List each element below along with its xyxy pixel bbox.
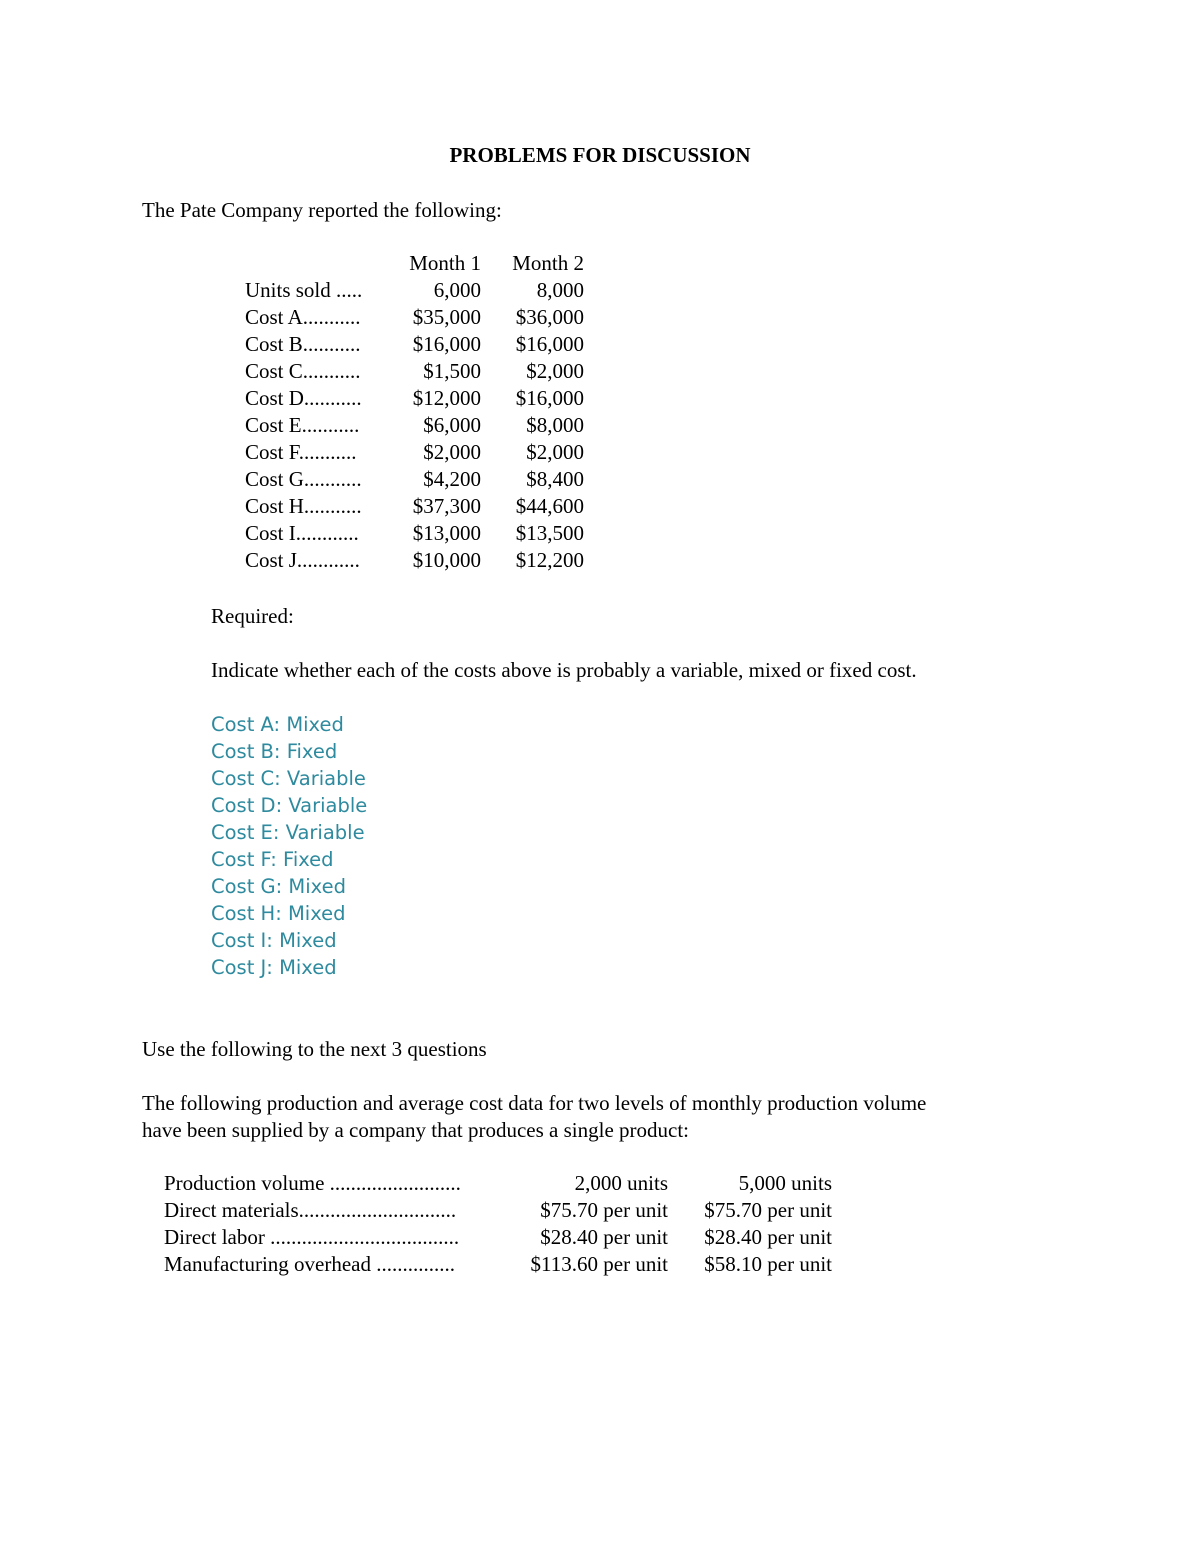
list-item: Cost I: Mixed	[211, 929, 337, 952]
row-label: Cost C...........	[245, 359, 361, 383]
volume-5000-value: $58.10 per unit	[704, 1252, 832, 1276]
list-item: Cost C: Variable	[211, 767, 366, 790]
table-row	[245, 304, 584, 331]
page-title: PROBLEMS FOR DISCUSSION	[449, 143, 751, 167]
volume-5000-value: 5,000 units	[738, 1171, 832, 1195]
row-label: Cost D...........	[245, 386, 362, 410]
table-row	[245, 358, 584, 385]
month-2-value: $2,000	[526, 359, 584, 383]
row-label: Production volume .........................	[164, 1171, 461, 1195]
row-label: Cost E...........	[245, 413, 360, 437]
month-2-value: 8,000	[536, 278, 584, 302]
month-1-value: 6,000	[433, 278, 481, 302]
table-row	[245, 547, 584, 574]
production-table	[164, 1170, 832, 1278]
table-row	[245, 520, 584, 547]
volume-2000-value: $113.60 per unit	[530, 1252, 668, 1276]
volume-5000-value: $75.70 per unit	[704, 1198, 832, 1222]
table-row	[245, 466, 584, 493]
header-blank	[245, 250, 388, 277]
row-label: Cost G...........	[245, 467, 362, 491]
use-following-text: Use the following to the next 3 questions	[142, 1037, 487, 1061]
list-item: Cost B: Fixed	[211, 740, 338, 763]
instruction-text: Indicate whether each of the costs above is probably a variable, mixed or fixed cost.	[211, 658, 917, 682]
month-2-value: $8,400	[526, 467, 584, 491]
list-item: Cost F: Fixed	[211, 848, 334, 871]
row-label: Direct labor ....................................	[164, 1225, 460, 1249]
cost-table	[245, 250, 584, 574]
list-item: Cost D: Variable	[211, 794, 368, 817]
month-2-value: $2,000	[526, 440, 584, 464]
month-2-value: $16,000	[515, 332, 584, 356]
row-label: Cost H...........	[245, 494, 362, 518]
row-label: Units sold .....	[245, 278, 363, 302]
row-label: Cost J............	[245, 548, 360, 572]
paragraph-line-2: have been supplied by a company that produces a single product:	[142, 1118, 690, 1142]
month-1-value: $4,200	[423, 467, 481, 491]
list-item: Cost J: Mixed	[211, 956, 337, 979]
month-2-value: $36,000	[515, 305, 584, 329]
cost-table-header	[245, 250, 584, 277]
month-1-value: $37,300	[412, 494, 481, 518]
row-label: Cost A...........	[245, 305, 361, 329]
table-row	[245, 439, 584, 466]
month-2-value: $44,600	[515, 494, 584, 518]
row-label: Cost B...........	[245, 332, 361, 356]
table-row	[164, 1224, 832, 1251]
month-1-value: $2,000	[423, 440, 481, 464]
month-1-value: $35,000	[412, 305, 481, 329]
table-row	[245, 277, 584, 304]
header-month-1: Month 1	[409, 251, 481, 275]
table-row	[164, 1251, 832, 1278]
volume-2000-value: 2,000 units	[574, 1171, 668, 1195]
volume-2000-value: $28.40 per unit	[540, 1225, 668, 1249]
month-1-value: $6,000	[423, 413, 481, 437]
paragraph-line-1: The following production and average cost data for two levels of monthly production volume	[142, 1091, 927, 1115]
month-1-value: $1,500	[423, 359, 481, 383]
row-label: Manufacturing overhead ...............	[164, 1252, 455, 1276]
header-month-2: Month 2	[512, 251, 584, 275]
row-label: Cost F...........	[245, 440, 357, 464]
volume-5000-value: $28.40 per unit	[704, 1225, 832, 1249]
intro-text: The Pate Company reported the following:	[142, 198, 502, 222]
row-label: Direct materials..............................	[164, 1198, 457, 1222]
answer-list	[211, 711, 367, 981]
month-2-value: $8,000	[526, 413, 584, 437]
month-2-value: $12,200	[515, 548, 584, 572]
list-item: Cost H: Mixed	[211, 902, 346, 925]
month-2-value: $16,000	[515, 386, 584, 410]
table-row	[164, 1197, 832, 1224]
month-1-value: $16,000	[412, 332, 481, 356]
volume-2000-value: $75.70 per unit	[540, 1198, 668, 1222]
table-row	[245, 412, 584, 439]
required-label: Required:	[211, 604, 294, 628]
month-1-value: $10,000	[412, 548, 481, 572]
table-row	[245, 331, 584, 358]
list-item: Cost G: Mixed	[211, 875, 346, 898]
month-2-value: $13,500	[515, 521, 584, 545]
list-item: Cost A: Mixed	[211, 713, 344, 736]
month-1-value: $12,000	[412, 386, 481, 410]
list-item: Cost E: Variable	[211, 821, 365, 844]
table-row	[245, 493, 584, 520]
table-row	[164, 1170, 832, 1197]
table-row	[245, 385, 584, 412]
month-1-value: $13,000	[412, 521, 481, 545]
row-label: Cost I............	[245, 521, 359, 545]
